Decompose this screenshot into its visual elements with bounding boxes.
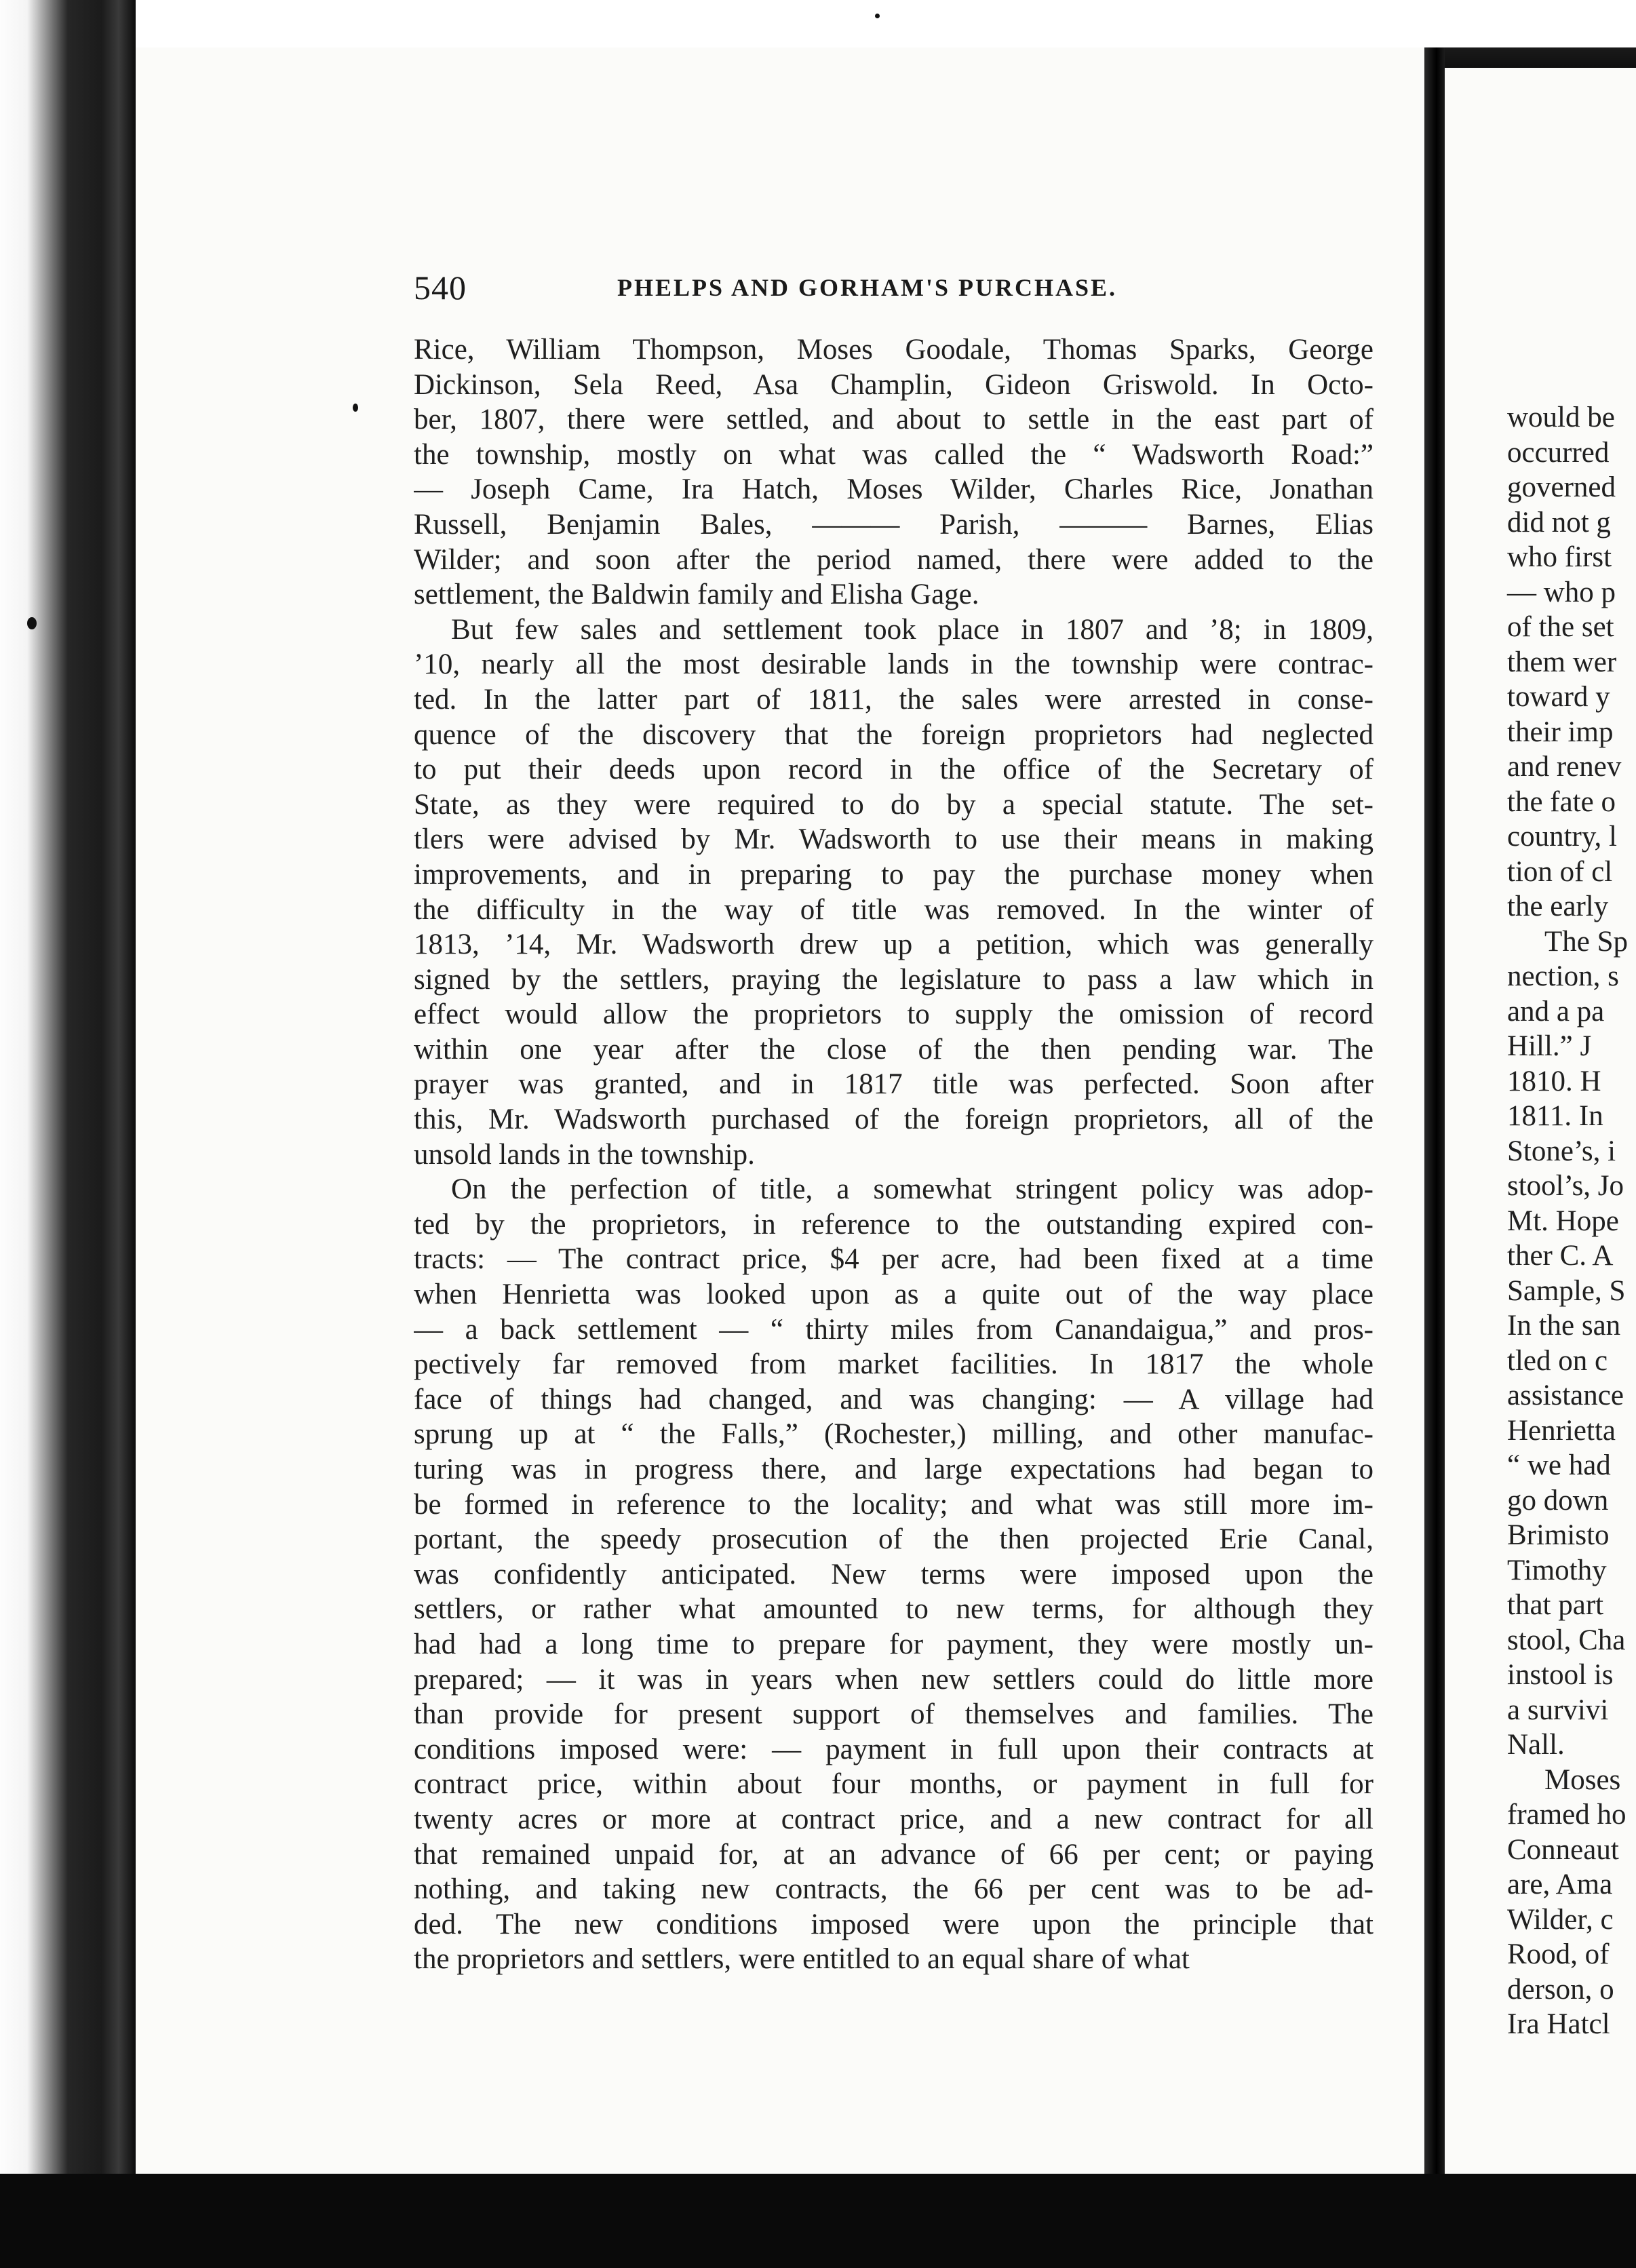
right-text-line: and a pa (1507, 995, 1605, 1028)
page-number: 540 (414, 269, 467, 307)
text-line: within one year after the close of the then pending war. The (414, 1033, 1374, 1065)
right-text-line: In the san (1507, 1310, 1621, 1342)
text-line: tlers were advised by Mr. Wadsworth to use their means in making (414, 823, 1374, 856)
body-text (414, 332, 1374, 1977)
scan-left-edge (0, 0, 136, 2268)
right-text-line: and renev (1507, 751, 1622, 783)
right-text-line: instool is (1507, 1659, 1614, 1691)
right-text-line: governed (1507, 471, 1616, 503)
right-text-line: 1811. In (1507, 1100, 1603, 1132)
text-line: tracts: — The contract price, $4 per acre, had been fixed at a time (414, 1243, 1374, 1276)
book-gutter (1424, 47, 1445, 2177)
right-text-line: Ira Hatcl (1507, 2008, 1610, 2040)
text-line: twenty acres or more at contract price, and a new contract for all (414, 1803, 1374, 1835)
right-text-line: Timothy (1507, 1554, 1607, 1586)
right-text-line: Henrietta (1507, 1414, 1616, 1447)
text-line: effect would allow the proprietors to supply the omission of record (414, 998, 1374, 1031)
scan-speck (27, 617, 37, 629)
right-text-line: would be (1507, 402, 1615, 433)
text-line: 1813, ’14, Mr. Wadsworth drew up a petition, which was generally (414, 928, 1374, 961)
text-line: But few sales and settlement took place in 1807 and ’8; in 1809, (451, 613, 1374, 646)
text-line: ’10, nearly all the most desirable lands in the township were contrac- (414, 648, 1374, 681)
right-text-line: ther C. A (1507, 1240, 1614, 1272)
right-text-line: Stone’s, i (1507, 1135, 1616, 1167)
right-text-line: that part (1507, 1589, 1604, 1621)
text-line: be formed in reference to the locality; and what was still more im- (414, 1488, 1374, 1521)
right-text-line: Rood, of (1507, 1938, 1610, 1970)
text-line: Dickinson, Sela Reed, Asa Champlin, Gideon Griswold. In Octo- (414, 368, 1374, 401)
right-text-line: tled on c (1507, 1344, 1608, 1377)
right-text-line: Moses (1544, 1763, 1621, 1796)
right-text-line: nection, s (1507, 960, 1619, 992)
right-text-line: 1810. H (1507, 1065, 1601, 1097)
text-line: State, as they were required to do by a special statute. The set- (414, 788, 1374, 821)
right-text-line: of the set (1507, 611, 1614, 643)
right-text-line: did not g (1507, 506, 1611, 539)
text-line: was confidently anticipated. New terms were imposed upon the (414, 1558, 1374, 1590)
text-line: Russell, Benjamin Bales, ——— Parish, ——— Barnes, Elias (414, 508, 1374, 541)
text-line: signed by the settlers, praying the legislature to pass a law which in (414, 963, 1374, 996)
text-line: contract price, within about four months, or payment in full for (414, 1768, 1374, 1801)
right-text-line: their imp (1507, 716, 1614, 748)
right-text-line: country, l (1507, 821, 1618, 853)
right-text-line: Brimisto (1507, 1519, 1610, 1551)
text-line: — a back settlement — “ thirty miles from Canandaigua,” and pros- (414, 1313, 1374, 1346)
right-text-line: a survivi (1507, 1694, 1609, 1726)
scan-speck (875, 14, 880, 18)
text-line: to put their deeds upon record in the office of the Secretary of (414, 754, 1374, 786)
text-line: ber, 1807, there were settled, and about to settle in the east part of (414, 404, 1374, 436)
right-text-line: Wilder, c (1507, 1903, 1614, 1936)
right-text-line: the early (1507, 891, 1609, 922)
text-line: ted by the proprietors, in reference to the outstanding expired con- (414, 1208, 1374, 1240)
running-head (414, 268, 1377, 309)
text-line: nothing, and taking new contracts, the 66 per cent was to be ad- (414, 1873, 1374, 1906)
right-text-line: are, Ama (1507, 1869, 1613, 1900)
right-text-line: tion of cl (1507, 855, 1613, 888)
right-text-line: occurred (1507, 436, 1610, 469)
text-line: quence of the discovery that the foreign proprietors had neglected (414, 718, 1374, 751)
page-heading: PHELPS AND GORHAM'S PURCHASE. (617, 274, 1118, 301)
text-line: prayer was granted, and in 1817 title was perfected. Soon after (414, 1068, 1374, 1101)
text-line: sprung up at “ the Falls,” (Rochester,) milling, and other manufac- (414, 1418, 1374, 1451)
text-line: prepared; — it was in years when new settlers could do little more (414, 1663, 1374, 1696)
right-text-line: the fate o (1507, 785, 1616, 818)
text-line: — Joseph Came, Ira Hatch, Moses Wilder, Charles Rice, Jonathan (414, 473, 1374, 506)
text-line: On the perfection of title, a somewhat stringent policy was adop- (451, 1173, 1374, 1206)
right-text-line: Hill.” J (1507, 1030, 1592, 1062)
text-line: face of things had changed, and was changing: — A village had (414, 1383, 1374, 1415)
text-line: Wilder; and soon after the period named, there were added to the (414, 543, 1374, 576)
text-line: improvements, and in preparing to pay the purchase money when (414, 858, 1374, 891)
text-line: settlement, the Baldwin family and Elisha Gage. (414, 579, 979, 611)
right-text-line: Sample, S (1507, 1274, 1626, 1307)
right-text-line: who first (1507, 541, 1612, 573)
right-text-line: assistance (1507, 1380, 1624, 1411)
right-text-line: stool’s, Jo (1507, 1170, 1624, 1202)
text-line: when Henrietta was looked upon as a quite out of the way place (414, 1278, 1374, 1311)
scan-bottom-edge (0, 2174, 1636, 2268)
right-text-line: stool, Cha (1507, 1624, 1626, 1656)
right-text-line: Nall. (1507, 1729, 1565, 1761)
scan-speck (353, 404, 358, 412)
text-line: portant, the speedy prosecution of the then projected Erie Canal, (414, 1523, 1374, 1556)
right-text-line: Mt. Hope (1507, 1205, 1619, 1237)
text-line: ded. The new conditions imposed were upon the principle that (414, 1908, 1374, 1940)
right-page-text (1507, 400, 1636, 2042)
text-line: the proprietors and settlers, were entitled to an equal share of what (414, 1943, 1190, 1976)
right-text-line: go down (1507, 1484, 1609, 1517)
right-text-line: The Sp (1544, 925, 1629, 958)
right-text-line: them wer (1507, 646, 1617, 678)
text-line: turing was in progress there, and large expectations had began to (414, 1453, 1374, 1485)
text-line: the township, mostly on what was called the “ Wadsworth Road:” (414, 438, 1374, 471)
right-text-line: derson, o (1507, 1973, 1614, 2006)
text-line: ted. In the latter part of 1811, the sales were arrested in conse- (414, 683, 1374, 716)
scan-top-margin (0, 0, 1636, 47)
right-page (1445, 68, 1636, 2177)
right-text-line: framed ho (1507, 1799, 1627, 1831)
text-line: Rice, William Thompson, Moses Goodale, Thomas Sparks, George (414, 334, 1374, 366)
text-line: unsold lands in the township. (414, 1138, 755, 1171)
text-line: than provide for present support of themselves and families. The (414, 1698, 1374, 1731)
text-line: settlers, or rather what amounted to new terms, for although they (414, 1593, 1374, 1626)
right-text-line: “ we had (1507, 1449, 1611, 1481)
right-text-line: — who p (1507, 576, 1616, 608)
text-line: this, Mr. Wadsworth purchased of the foreign proprietors, all of the (414, 1103, 1374, 1136)
text-line: the difficulty in the way of title was removed. In the winter of (414, 893, 1374, 926)
text-line: had had a long time to prepare for payment, they were mostly un- (414, 1628, 1374, 1660)
text-line: that remained unpaid for, at an advance of 66 per cent; or paying (414, 1838, 1374, 1871)
text-line: conditions imposed were: — payment in full upon their contracts at (414, 1733, 1374, 1765)
text-line: pectively far removed from market facilities. In 1817 the whole (414, 1348, 1374, 1381)
right-text-line: toward y (1507, 681, 1610, 713)
right-text-line: Conneaut (1507, 1833, 1619, 1866)
